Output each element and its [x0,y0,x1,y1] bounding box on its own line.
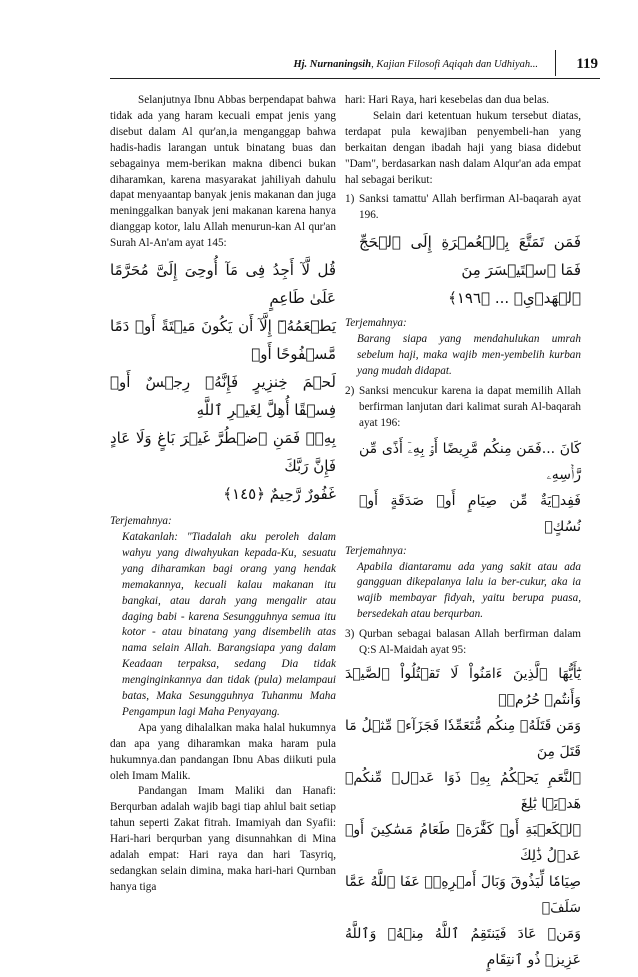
right-column [345,93,581,977]
arabic-line: يَطۡعَمُهُۥٓ إِلَّآ أَن يَكُونَ مَيۡتَةً أَوۡ دَمًا مَّسۡفُوحًا أَوۡ [110,317,336,364]
arabic-line: كَانَ ...فَمَن مِنكُم مَّرِيضًا أَوۡ بِهِۦٓ أَذًى مِّن رَّأۡسِهِۦ [359,440,581,483]
list-item [345,384,581,432]
arabic-verse-al-baqarah-196 [345,228,581,312]
list-text: Sanksi mencukur karena ia dapat memilih Allah berfirman lanjutan dari kalimat surah Al-baqarah ayat 196: [359,384,581,429]
arabic-line: فَمَن تَمَتَّعَ بِٱلۡعُمۡرَةِ إِلَى ٱلۡحَجِّ فَمَا ٱسۡتَيۡسَرَ مِنَ [359,233,581,280]
arabic-line: ٱلنَّعَمِ يَحۡكُمُ بِهِۦ ذَوَا عَدۡلٖ مِّنكُمۡ هَدۡيَۢا بَٰلِغَ [345,769,581,812]
arabic-line: ٱلۡكَعۡبَةِ أَوۡ كَفَّٰرَةٞ طَعَامُ مَسَٰكِينَ أَوۡ عَدۡلُ ذَٰلِكَ [345,821,581,864]
translation-al-anam: Katakanlah: "Tiadalah aku peroleh dalam wahyu yang diwahyukan kepada-Ku, sesuatu yang diharamkan bagi orang yang hendak memakannya, kecuali kalau makanan itu bangkai, atau darah yang mengalir atau daging babi - karena Sesungguhnya semua itu kotor - atau binatang yang disembelih atas nama selain Allah. Barangsiapa yang dalam Keadaan terpaksa, sedang Dia tidak menginginkannya dan tidak (pula) melampaui batas, Maka Sesungguhnya Tuhanmu Maha Pengampun lagi Maha Penyayang. [122,530,336,718]
translation-tamattu: Barang siapa yang mendahulukan umrah sebelum haji, maka wajib men-yembelih kurban yang mudah didapat. [357,333,581,377]
list-item [345,192,581,224]
author-name: Hj. Nurnaningsih [293,59,372,70]
arabic-line: يَٰٓأَيُّهَا ٱلَّذِينَ ءَامَنُواْ لَا تَقۡتُلُواْ ٱلصَّيۡدَ وَأَنتُمۡ حُرُمٞۚ [345,665,581,708]
arabic-line: صِيَامٗا لِّيَذُوقَ وَبَالَ أَمۡرِهِۦۗ عَفَا ٱللَّهُ عَمَّا سَلَفَۚ [345,873,581,916]
translation-fidyah: Apabila diantaramu ada yang sakit atau ada gangguan dikepalanya lalu ia ber-cukur, aka ia wajib membayar fidyah, yaitu berupa puasa, bersedekah atau berqurban. [357,560,581,621]
running-title [293,59,538,70]
list-item [345,627,581,659]
list-number: 3) [345,628,355,641]
translation-label: Terjemahnya: [345,544,407,557]
paragraph-hari-raya: hari: Hari Raya, hari kesebelas dan dua belas. [345,94,550,106]
paragraph-dam: Selain dari ketentuan hukum tersebut diatas, terdapat pula kewajiban penyembeli-han yang berkaitan dengan ibadah haji yang biasa didebut "Dam", berdasarkan nash dalam Alqur'an ada empat hal sebagai berikut: [345,109,581,186]
paragraph-halal-haram: Apa yang dihalalkan maka halal hukumnya dan apa yang diharamkan maka haram pula hukumnya.dan pandangan Ibnu Abas diikuti pula oleh Imam Malik. [110,721,336,782]
list-text: Qurban sebagai balasan Allah berfirman dalam Q:S Al-Maidah ayat 95: [359,628,581,657]
page-number: 119 [576,56,598,72]
arabic-verse-al-anam-145 [110,256,336,508]
paragraph-ibnu-abbas: Selanjutnya Ibnu Abbas berpendapat bahwa tidak ada yang haram kecuali empat jenis yang disebut dalam Al qur'an,ia menganggap bahwa hadis-hadis larangan untuk binatang buas dan sebagainya mem-berikan makna dibenci bukan diharamkan, karena masyarakat jahiliyah dahulu dapat menyaantap banyak jenis makanan dan juga meninggalkan banyak jeni makanan karena hanya dianggap kotor, lalu Allah menurun-kan Al qur'an Surah Al-An'am ayat 145: [110,94,336,250]
translation-label: Terjemahnya: [345,317,407,330]
translation-label: Terjemahnya: [110,515,172,528]
left-column [110,93,336,896]
arabic-line: ٱلۡهَدۡىِۚ ... ﴿١٩٦﴾ [448,289,581,308]
paragraph-imam-maliki: Pandangan Imam Maliki dan Hanafi: Berqurban adalah wajib bagi tiap ahlul bait setiap tahun seperti Zakat fitrah. Imamiyah dan Syafii: Hari-hari berqurban yang disunnahkan di Mina adalah empat: Hari raya dan hari Tasyriq, sedangkan selain dimina, maka hari-hari Qurnban hanya tiga [110,785,336,893]
arabic-line: وَمَنۡ عَادَ فَيَنتَقِمُ ٱللَّهُ مِنۡهُۚ وَٱللَّهُ عَزِيزٞ ذُو ٱنتِقَامٍ [345,925,581,968]
list-text: Sanksi tamattu' Allah berfirman Al-baqarah ayat 196. [359,193,581,222]
arabic-verse-al-maidah-95 [345,661,581,973]
running-header [110,52,600,79]
arabic-line: وَمَن قَتَلَهُۥ مِنكُم مُّتَعَمِّدٗا فَجَزَآءٞ مِّثۡلُ مَا قَتَلَ مِنَ [345,717,581,760]
arabic-verse-fidyah [345,436,581,540]
list-number: 1) [345,193,355,206]
article-title: , Kajian Filosofi Aqiqah dan Udhiyah... [371,59,538,70]
arabic-line: غَفُورٌ رَّحِيمٌ ﴿١٤٥﴾ [223,485,336,504]
arabic-line: قُل لَّآ أَجِدُ فِى مَآ أُوحِىَ إِلَىَّ مُحَرَّمًا عَلَىٰ طَاعِمٍ [110,261,336,308]
arabic-line: لَحۡمَ خِنزِيرٍ فَإِنَّهُۥ رِجۡسٌ أَوۡ فِسۡقًا أُهِلَّ لِغَيۡرِ ٱللَّهِ [110,373,336,420]
arabic-line: بِهِۦۚ فَمَنِ ٱضۡطُرَّ غَيۡرَ بَاغٍ وَلَا عَادٍ فَإِنَّ رَبَّكَ [110,429,336,476]
arabic-line: فَفِدۡيَةٌ مِّن صِيَامٍ أَوۡ صَدَقَةٍ أَوۡ نُسُكٍۚ [359,492,581,535]
header-divider [555,50,556,76]
list-number: 2) [345,384,355,397]
